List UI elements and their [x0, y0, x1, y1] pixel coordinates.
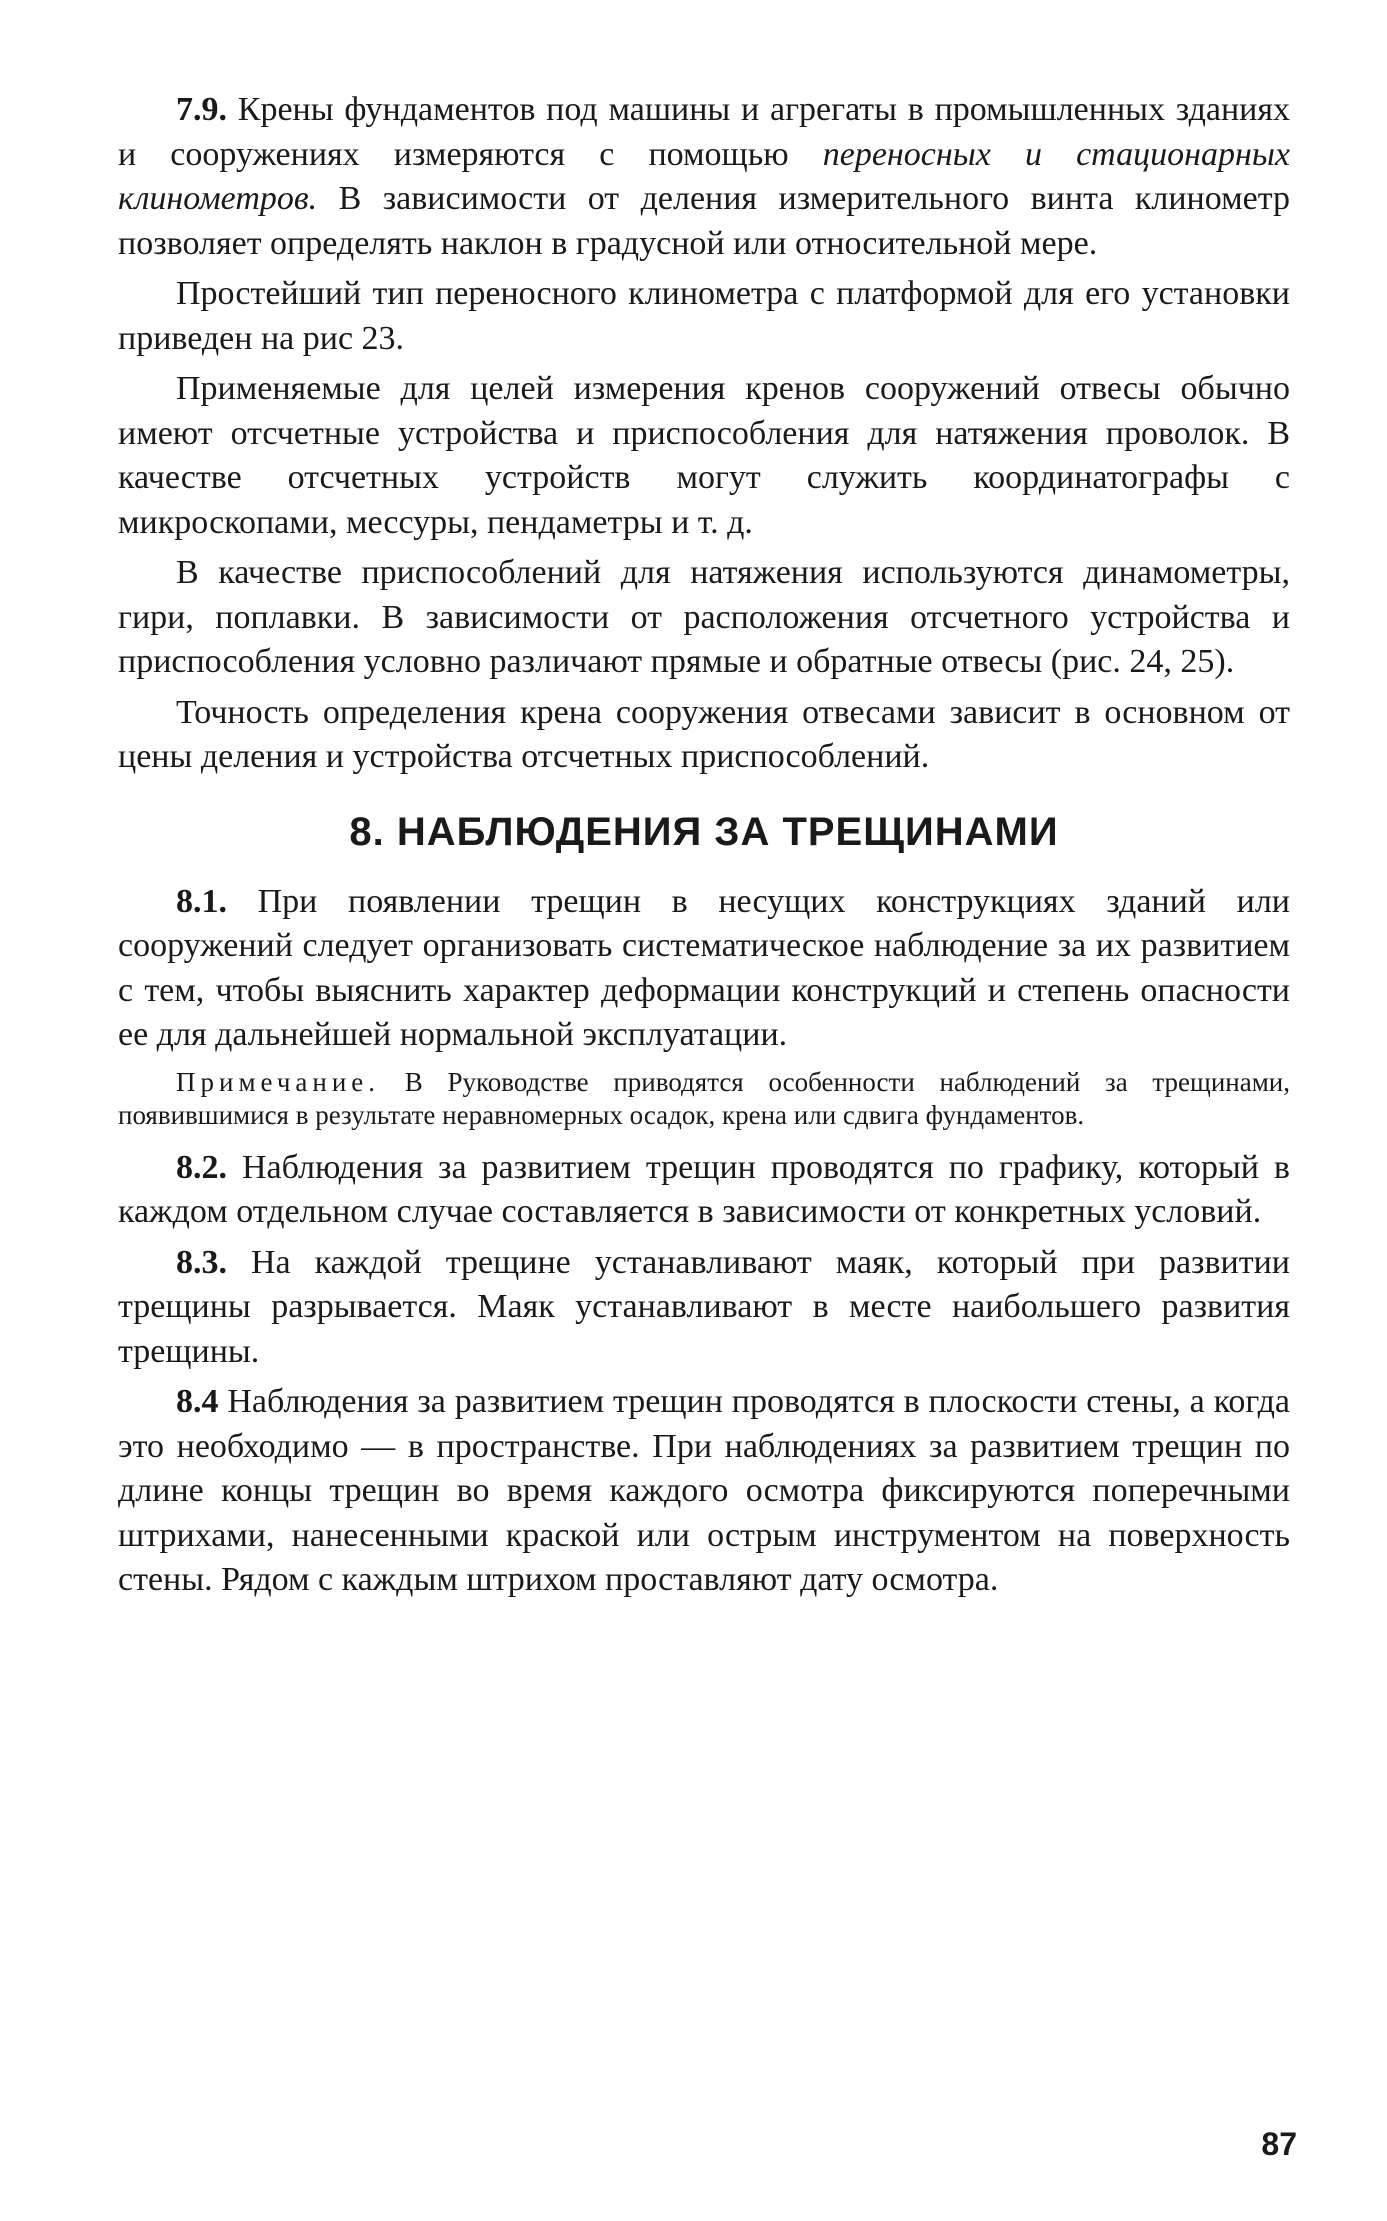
paragraph-plumb-lines: Применяемые для целей измерения кренов сооружений отвесы обычно имеют отсчетные устройства и приспособления для натяжения проволок. В качестве отсчетных устройств могут служить координатографы с микроскопами, мессуры, пендаметры и т. д. — [118, 370, 1290, 541]
paragraph-italic-text: переносных и стационарных клинометров. — [118, 135, 1291, 217]
paragraph-8-1 — [118, 880, 1290, 1058]
paragraph-text: При появлении трещин в несущих конструкциях зданий или сооружений следует организовать систематическое наблюдение за их развитием с тем, чтобы выяснить характер деформации конструкций и степень опасности ее для дальнейшей нормальной эксплуатации. — [118, 882, 1290, 1053]
paragraph-accuracy: Точность определения крена сооружения отвесами зависит в основном от цены деления и устройства отсчетных приспособлений. — [118, 693, 1290, 775]
paragraph-8-4 — [118, 1380, 1290, 1603]
note-text: В Руководстве приводятся особенности наблюдений за трещинами, появившимися в результате неравномерных осадок, крена или сдвига фундаментов. — [118, 1066, 1290, 1130]
paragraph-number: 8.4 — [176, 1383, 219, 1420]
paragraph-text: В зависимости от деления измерительного винта клинометр позволяет определять наклон в градусной или относительной мере. — [118, 180, 1290, 262]
page-number: 87 — [1261, 2126, 1297, 2162]
paragraph-text: Крены фундаментов под машины и агрегаты в промышленных зданиях и сооружениях измеряются с помощью — [118, 91, 1290, 173]
paragraph-clinometer: Простейший тип переносного клинометра с платформой для его установки приведен на рис 23. — [118, 275, 1290, 357]
paragraph-text: Наблюдения за развитием трещин проводятся по графику, который в каждом отдельном случае составляется в зависимости от конкретных условий. — [118, 1148, 1290, 1230]
paragraph-8-2 — [118, 1146, 1290, 1235]
note-label: Примечание. — [176, 1066, 381, 1097]
paragraph-text: Наблюдения за развитием трещин проводятся в плоскости стены, а когда это необходимо — в пространстве. При наблюдениях за развитием трещин по длине концы трещин во время каждого осмотра фиксируются поперечными штрихами, нанесенными краской или острым инструментом на поверхность стены. Рядом с каждым штрихом проставляют дату осмотра. — [118, 1383, 1290, 1598]
note — [118, 1066, 1290, 1132]
paragraph-8-3 — [118, 1241, 1290, 1375]
paragraph-number: 8.3. — [176, 1243, 227, 1281]
paragraph-7-9 — [118, 88, 1290, 266]
section-heading: 8. НАБЛЮДЕНИЯ ЗА ТРЕЩИНАМИ — [349, 809, 1059, 854]
paragraph-number: 7.9. — [176, 91, 227, 128]
page-body — [118, 88, 1290, 1609]
paragraph-number: 8.2. — [176, 1148, 227, 1186]
paragraph-tensioning: В качестве приспособлений для натяжения используются динамометры, гири, поплавки. В зависимости от расположения отсчетного устройства и приспособления условно различают прямые и обратные отвесы (рис. 24, 25). — [118, 554, 1290, 680]
paragraph-number: 8.1. — [176, 882, 227, 920]
paragraph-text: На каждой трещине устанавливают маяк, который при развитии трещины разрывается. Маяк устанавливают в месте наибольшего развития трещины. — [118, 1243, 1290, 1370]
